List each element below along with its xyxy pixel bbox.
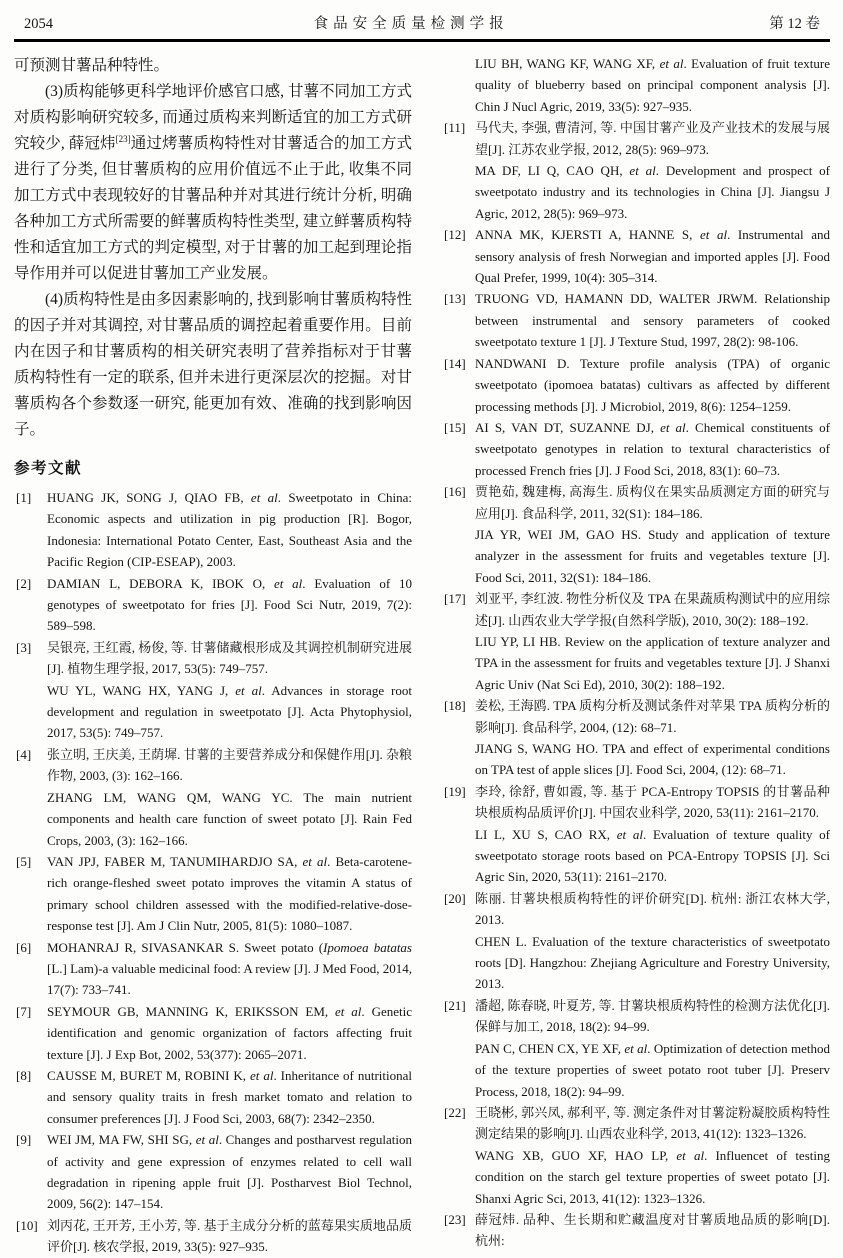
reference-text: 贾艳茹, 魏建梅, 高海生. 质构仪在果实品质测定方面的研究与应用[J]. 食品科学, 2011, 32(S1): 184–186. <box>475 484 830 521</box>
reference-text: WU YL, WANG HX, YANG J, et al. Advances in storage root development and regulation in sweetpotato [J]. Acta Phytophysiol, 2017, 53(5): 749–757. <box>47 682 412 741</box>
reference-number: [8] <box>16 1067 32 1083</box>
reference-text: ANNA MK, KJERSTI A, HANNE S, et al. Instrumental and sensory analysis of fresh Norwegian and imported apples [J]. Food Qual Prefer, 1999, 10(4): 305–314. <box>475 227 830 286</box>
reference-number: [12] <box>444 227 466 243</box>
reference-number: [15] <box>444 419 466 435</box>
reference-entry <box>14 573 412 637</box>
reference-text: 刘丙花, 王开芳, 王小芳, 等. 基于主成分分析的蓝莓果实质地品质评价[J]. 核农学报, 2019, 33(5): 927–935. <box>47 1217 412 1255</box>
header-rule <box>14 39 830 42</box>
reference-text: 刘亚平, 李红波. 物性分析仪及 TPA 在果蔬质构测试中的应用综述[J]. 山西农业大学学报(自然科学版), 2010, 30(2): 188–192. <box>475 591 830 628</box>
reference-entry <box>442 1209 830 1252</box>
reference-number: [6] <box>16 939 32 955</box>
reference-text: ZHANG LM, WANG QM, WANG YC. The main nutrient components and health care function of sweet potato [J]. Rain Fed Crops, 2003, (3): 162–166. <box>47 789 412 848</box>
reference-entry <box>442 888 830 995</box>
reference-entry <box>14 637 412 744</box>
reference-number: [9] <box>16 1132 32 1148</box>
reference-entry <box>14 851 412 937</box>
reference-number: [10] <box>16 1217 38 1233</box>
reference-text: 薛冠炜. 品种、生长期和贮藏温度对甘薯质地品质的影响[D]. 杭州: <box>475 1211 830 1249</box>
body-paragraph: (3)质构能够更科学地评价感官口感, 甘薯不同加工方式对质构影响研究较多, 而通过质构来判断适宜的加工方式研究较少, 薛冠炜[23]通过烤薯质构特性对甘薯适合的加工方式进行了分类, 但甘薯质构的应用价值远不止于此, 收集不同加工方式中表现较好的甘薯品种并对其进行统计分析, 明确各种加工方式所需要的鲜薯质构特性类型, 建立鲜薯质构特性和适宜加工方式的判定模型, 对于甘薯的加工起到理论指导作用并可以促进甘薯加工产业发展。 <box>14 83 412 282</box>
reference-number: [5] <box>16 853 32 869</box>
reference-text: 陈丽. 甘薯块根质构特性的评价研究[D]. 杭州: 浙江农林大学, 2013. <box>475 890 830 928</box>
reference-entry <box>442 288 830 352</box>
reference-text: 潘超, 陈春晓, 叶夏芳, 等. 甘薯块根质构特性的检测方法优化[J]. 保鲜与加工, 2018, 18(2): 94–99. <box>475 997 830 1035</box>
reference-entry <box>442 588 830 695</box>
reference-entry <box>442 224 830 288</box>
reference-number: [2] <box>16 575 32 591</box>
journal-title: 食品安全质量检测学报 <box>313 16 509 32</box>
reference-entry <box>442 995 830 1102</box>
reference-text: SEYMOUR GB, MANNING K, ERIKSSON EM, et al. Genetic identification and genomic organization of factors affecting fruit texture [J]. J Exp Bot, 2002, 53(377): 2065–2071. <box>47 1003 412 1062</box>
reference-text: NANDWANI D. Texture profile analysis (TPA) of organic sweetpotato (ipomoea batatas) cultivars as affected by different processing methods [J]. J Microbiol, 2019, 8(6): 1254–1259. <box>475 355 830 414</box>
reference-text: PAN C, CHEN CX, YE XF, et al. Optimization of detection method of the texture properties of sweet potato root tuber [J]. Preserv Process, 2018, 18(2): 94–99. <box>475 1040 830 1099</box>
left-column <box>14 53 412 1258</box>
body-paragraphs <box>14 53 412 443</box>
reference-text: MOHANRAJ R, SIVASANKAR S. Sweet potato (Ipomoea batatas [L.] Lam)-a valuable medicinal food: A review [J]. J Med Food, 2014, 17(7): 733–741. <box>47 939 412 998</box>
reference-text: 姜松, 王海鸥. TPA 质构分析及测试条件对苹果 TPA 质构分析的影响[J]. 食品科学, 2004, (12): 68–71. <box>475 698 830 735</box>
reference-entry <box>442 481 830 588</box>
reference-text: LIU BH, WANG KF, WANG XF, et al. Evaluation of fruit texture quality of blueberry based on principal component analysis [J]. Chin J Nucl Agric, 2019, 33(5): 927–935. <box>475 56 831 114</box>
reference-entry <box>14 744 412 851</box>
reference-text: 王晓彬, 郭兴凤, 郝利平, 等. 测定条件对甘薯淀粉凝胶质构特性测定结果的影响[J]. 山西农业科学, 2013, 41(12): 1323–1326. <box>475 1104 830 1142</box>
reference-number: [19] <box>444 783 466 799</box>
reference-text: JIA YR, WEI JM, GAO HS. Study and application of texture analyzer in the assessment for fruits and vegetables texture [J]. Food Sci, 2011, 32(S1): 184–186. <box>475 526 830 585</box>
references-heading: 参考文献 <box>14 460 83 477</box>
right-column <box>442 53 830 1258</box>
reference-text: LIU YP, LI HB. Review on the application of texture analyzer and TPA in the assessment for fruits and vegetables texture [J]. J Shanxi Agric Univ (Nat Sci Ed), 2010, 30(2): 188–192. <box>475 633 830 692</box>
reference-text: WANG XB, GUO XF, HAO LP, et al. Influencet of testing condition on the starch gel texture properties of sweet potato [J]. Shanxi Agric Sci, 2013, 41(12): 1323–1326. <box>475 1147 830 1206</box>
reference-entry <box>442 353 830 417</box>
left-references <box>14 487 412 1258</box>
reference-text: CHEN L. Evaluation of the texture characteristics of sweetpotato roots [D]. Hangzhou: Zhejiang Agriculture and Forestry University, 2013. <box>475 933 830 992</box>
reference-entry <box>14 1129 412 1215</box>
reference-number: [3] <box>16 639 32 655</box>
reference-entry <box>442 117 830 224</box>
reference-text: JIANG S, WANG HO. TPA and effect of experimental conditions on TPA test of apple slices [J]. Food Sci, 2004, (12): 68–71. <box>475 741 830 778</box>
page-header <box>14 8 830 39</box>
reference-text: MA DF, LI Q, CAO QH, et al. Development and prospect of sweetpotato industry and its technologies in China [J]. Jiangsu J Agric, 2012, 28(5): 969–973. <box>475 163 830 221</box>
reference-entry <box>14 937 412 1001</box>
reference-entry <box>14 487 412 573</box>
reference-text: CAUSSE M, BURET M, ROBINI K, et al. Inheritance of nutritional and sensory quality traits in fresh market tomato and relation to consumer preferences [J]. J Food Sci, 2003, 68(7): 2342–2350. <box>47 1067 412 1126</box>
reference-entry <box>442 695 830 781</box>
reference-entry <box>442 417 830 481</box>
reference-number: [4] <box>16 746 32 762</box>
page-columns <box>14 53 830 1258</box>
reference-entry <box>14 1215 412 1258</box>
reference-entry <box>442 1102 830 1209</box>
reference-number: [20] <box>444 890 466 906</box>
reference-text: WEI JM, MA FW, SHI SG, et al. Changes and postharvest regulation of activity and gene expression of enzymes related to cell wall degradation in ripening apple fruit [J]. Postharvest Biol Technol, 2009, 56(2): 147–154. <box>47 1132 412 1212</box>
reference-text: HUANG JK, SONG J, QIAO FB, et al. Sweetpotato in China: Economic aspects and utilization in pig production [R]. Bogor, Indonesia: International Potato Center, East, Southeast Asia and the Pacific Region (CIP-ESEAP), 2003. <box>47 490 413 570</box>
reference-entry <box>14 1065 412 1129</box>
reference-entry <box>442 781 830 888</box>
page-number: 2054 <box>24 16 53 32</box>
reference-number: [14] <box>444 355 466 371</box>
reference-number: [7] <box>16 1003 32 1019</box>
volume-label: 第 12 卷 <box>769 16 820 32</box>
reference-entry <box>442 53 830 117</box>
reference-text: 李玲, 徐舒, 曹如霞, 等. 基于 PCA-Entropy TOPSIS 的甘薯品种块根质构品质评价[J]. 中国农业科学, 2020, 53(11): 2161–2170. <box>475 783 830 821</box>
reference-text: 张立明, 王庆美, 王荫墀. 甘薯的主要营养成分和保健作用[J]. 杂粮作物, 2003, (3): 162–166. <box>47 746 412 784</box>
reference-number: [21] <box>444 997 466 1013</box>
reference-number: [13] <box>444 291 466 307</box>
reference-number: [23] <box>444 1211 466 1227</box>
reference-entry <box>14 1001 412 1065</box>
reference-number: [22] <box>444 1104 466 1120</box>
reference-number: [1] <box>16 490 32 505</box>
reference-text: DAMIAN L, DEBORA K, IBOK O, et al. Evaluation of 10 genotypes of sweetpotato for fries [J]. Food Sci Nutr, 2019, 7(2): 589–598. <box>47 575 412 634</box>
body-paragraph: 可预测甘薯品种特性。 <box>14 57 170 74</box>
reference-number: [18] <box>444 698 466 714</box>
reference-text: TRUONG VD, HAMANN DD, WALTER JRWM. Relationship between instrumental and sensory parameters of cooked sweetpotato texture 1 [J]. J Texture Stud, 1997, 28(2): 98-106. <box>475 291 830 350</box>
reference-text: 吴银亮, 王红霞, 杨俊, 等. 甘薯储藏根形成及其调控机制研究进展[J]. 植物生理学报, 2017, 53(5): 749–757. <box>47 639 412 677</box>
reference-text: LI L, XU S, CAO RX, et al. Evaluation of texture quality of sweetpotato storage roots based on PCA-Entropy TOPSIS [J]. Sci Agric Sin, 2020, 53(11): 2161–2170. <box>475 826 830 885</box>
reference-number: [16] <box>444 484 466 500</box>
reference-number: [11] <box>444 120 466 136</box>
reference-text: AI S, VAN DT, SUZANNE DJ, et al. Chemical constituents of sweetpotato genotypes in relation to textural characteristics of processed French fries [J]. J Food Sci, 2018, 83(1): 60–73. <box>475 419 830 478</box>
body-paragraph: (4)质构特性是由多因素影响的, 找到影响甘薯质构特性的因子并对其调控, 对甘薯品质的调控起着重要作用。目前内在因子和甘薯质构的相关研究表明了营养指标对于甘薯质构特性有一定的联系, 但并未进行更深层次的挖掘。对甘薯质构各个参数逐一研究, 能更加有效、准确的找到影响因子。 <box>14 291 412 438</box>
reference-text: VAN JPJ, FABER M, TANUMIHARDJO SA, et al. Beta-carotene-rich orange-fleshed sweet potato improves the vitamin A status of primary school children assessed with the modified-relative-dose-response test [J]. Am J Clin Nutr, 2005, 81(5): 1080–1087. <box>47 853 412 934</box>
reference-number: [17] <box>444 591 466 607</box>
reference-text: 马代夫, 李强, 曹清河, 等. 中国甘薯产业及产业技术的发展与展望[J]. 江苏农业学报, 2012, 28(5): 969–973. <box>475 120 830 157</box>
right-references <box>442 53 830 1252</box>
